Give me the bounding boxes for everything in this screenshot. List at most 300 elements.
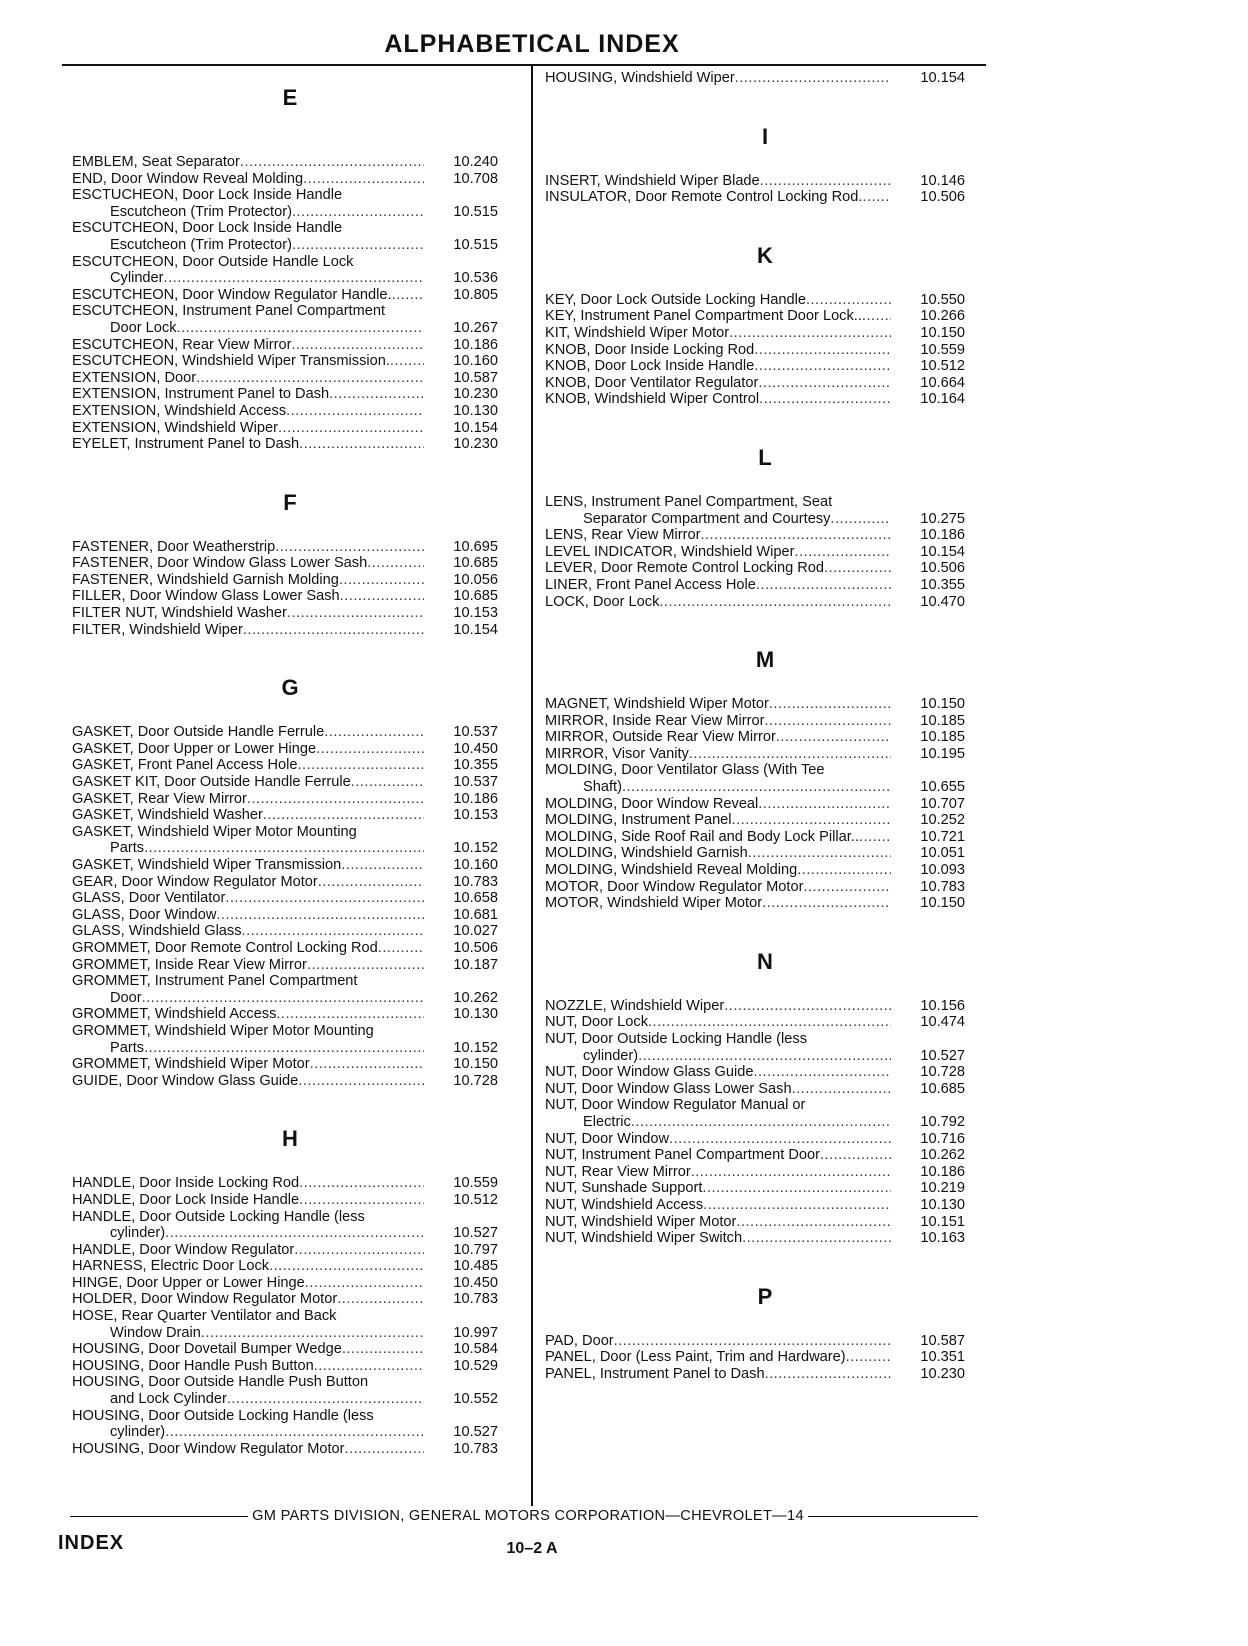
index-entry <box>545 1230 990 1247</box>
dot-leader <box>291 337 424 354</box>
entry-lead <box>72 622 424 639</box>
entry-page-number: 10.093 <box>920 862 965 879</box>
heading-gap <box>545 676 990 696</box>
index-entry-line <box>545 342 990 359</box>
dot-leader <box>669 1131 891 1148</box>
entry-page-number: 10.587 <box>920 1332 965 1349</box>
entry-lead <box>545 358 891 375</box>
index-entry-continuation <box>72 1391 522 1408</box>
dot-leader <box>165 1424 424 1441</box>
entry-lead <box>72 270 424 287</box>
entry-page-number: 10.152 <box>453 1039 498 1056</box>
dot-leader <box>769 696 891 713</box>
entry-text: LINER, Front Panel Access Hole <box>545 576 756 593</box>
entry-lead <box>545 189 891 206</box>
dot-leader <box>318 874 424 891</box>
dot-leader <box>287 605 424 622</box>
entry-lead <box>72 1374 424 1391</box>
entry-lead <box>72 320 424 337</box>
entry-text: KEY, Instrument Panel Compartment Door Lock.. <box>545 308 862 325</box>
index-entry-line <box>545 1147 990 1164</box>
index-entry <box>72 1242 522 1259</box>
index-entry <box>545 1031 990 1064</box>
entry-text: GROMMET, Inside Rear View Mirror <box>72 956 307 973</box>
entry-page-number: 10.219 <box>920 1180 965 1197</box>
index-entry <box>72 824 522 857</box>
dot-leader <box>342 1341 424 1358</box>
entry-lead <box>72 1358 424 1375</box>
dot-leader <box>638 1048 891 1065</box>
entry-page-number: 10.154 <box>453 419 498 436</box>
dot-leader <box>862 308 891 325</box>
entry-page-number: 10.027 <box>453 923 498 940</box>
dot-leader <box>759 391 891 408</box>
index-entry <box>72 1408 522 1441</box>
heading-gap <box>72 134 522 154</box>
index-entry <box>545 713 990 730</box>
entry-text: NUT, Door Window Glass Guide <box>545 1064 754 1081</box>
entry-lead <box>72 757 424 774</box>
entry-text: KNOB, Door Lock Inside Handle <box>545 358 755 375</box>
dot-leader <box>341 857 424 874</box>
entry-text: NUT, Sunshade Support <box>545 1180 703 1197</box>
index-entry-line <box>72 1175 522 1192</box>
entry-page-number: 10.130 <box>453 402 498 419</box>
index-entry-line <box>72 724 522 741</box>
dot-leader <box>278 420 424 437</box>
index-entry <box>545 1014 990 1031</box>
entry-text: Window Drain <box>110 1324 201 1341</box>
dot-leader <box>247 791 424 808</box>
dot-leader <box>753 1064 891 1081</box>
index-entry-line <box>545 308 990 325</box>
letter-heading-h: H <box>282 1126 298 1152</box>
entry-text: GROMMET, Instrument Panel Compartment <box>72 973 358 990</box>
entry-lead <box>545 1048 891 1065</box>
entry-text: HOSE, Rear Quarter Ventilator and Back <box>72 1308 337 1325</box>
entry-lead <box>545 292 891 309</box>
index-entry-line <box>72 1023 522 1040</box>
index-entry-line <box>545 1131 990 1148</box>
dot-leader <box>324 724 424 741</box>
entry-text: FILLER, Door Window Glass Lower Sash <box>72 588 340 605</box>
index-entry <box>545 1333 990 1350</box>
section-gap <box>545 912 990 946</box>
index-entry-line <box>72 1258 522 1275</box>
entry-lead <box>545 1333 891 1350</box>
entry-text: Escutcheon (Trim Protector) <box>110 203 292 220</box>
entry-text: HOUSING, Windshield Wiper <box>545 70 735 86</box>
index-entry <box>545 895 990 912</box>
index-entry-line <box>545 998 990 1015</box>
index-entry-line <box>72 588 522 605</box>
dot-leader <box>736 1214 891 1231</box>
index-entry <box>545 173 990 190</box>
entry-page-number <box>424 973 498 990</box>
index-entry <box>545 527 990 544</box>
column-divider <box>531 66 533 1506</box>
index-entry <box>545 1197 990 1214</box>
entry-lead <box>72 1308 424 1325</box>
index-entry <box>545 879 990 896</box>
index-entry-line <box>545 812 990 829</box>
entry-lead <box>545 796 891 813</box>
index-entry-line <box>545 1031 990 1048</box>
entry-page-number: 10.783 <box>453 873 498 890</box>
entry-lead <box>72 605 424 622</box>
index-entry-line <box>72 807 522 824</box>
index-entry-line <box>72 187 522 204</box>
index-entry-line <box>72 1056 522 1073</box>
entry-text: FILTER NUT, Windshield Washer <box>72 605 287 622</box>
index-entry-line <box>72 171 522 188</box>
entry-page-number: 10.154 <box>920 543 965 560</box>
entry-page-number: 10.450 <box>453 1274 498 1291</box>
entry-lead <box>72 940 424 957</box>
entry-text: GASKET, Rear View Mirror <box>72 790 247 807</box>
entry-lead <box>545 494 891 511</box>
index-entry <box>72 588 522 605</box>
letter-heading-p: P <box>757 1283 773 1309</box>
section-gap <box>72 638 522 672</box>
index-entry-line <box>72 622 522 639</box>
entry-lead <box>72 824 424 841</box>
entry-text: NUT, Door Outside Locking Handle (less <box>545 1031 807 1047</box>
dot-leader <box>758 796 891 813</box>
index-entry-line <box>545 1333 990 1350</box>
entry-text: Cylinder <box>110 270 164 287</box>
index-entry-line <box>72 1374 522 1391</box>
entry-page-number: 10.512 <box>453 1191 498 1208</box>
entry-text: MIRROR, Outside Rear View Mirror <box>545 729 776 746</box>
dot-leader <box>859 829 891 846</box>
index-entry <box>545 1214 990 1231</box>
index-entry <box>72 555 522 572</box>
entry-lead <box>72 923 424 940</box>
index-entry <box>545 560 990 577</box>
index-entry <box>72 154 522 171</box>
entry-page-number: 10.186 <box>453 790 498 807</box>
section-gap <box>545 610 990 644</box>
index-entry <box>545 796 990 813</box>
entry-page-number: 10.506 <box>920 560 965 577</box>
dot-leader <box>196 370 424 387</box>
letter-heading-g: G <box>281 675 299 701</box>
entry-text: GLASS, Door Ventilator <box>72 890 226 907</box>
index-entry <box>545 1366 990 1383</box>
entry-page-number: 10.160 <box>453 857 498 873</box>
index-entry-line <box>72 973 522 990</box>
dot-leader <box>201 1325 424 1342</box>
heading-gap <box>72 1155 522 1175</box>
dot-leader <box>724 998 891 1015</box>
entry-page-number: 10.151 <box>920 1213 965 1230</box>
entry-page-number: 10.160 <box>453 353 498 370</box>
entry-text: ESCUTCHEON, Door Outside Handle Lock <box>72 253 354 270</box>
index-entry-line <box>545 1214 990 1231</box>
entry-text: NUT, Door Window Regulator Manual or <box>545 1097 806 1114</box>
entry-page-number: 10.130 <box>920 1196 965 1213</box>
entry-lead <box>545 1147 891 1164</box>
entry-page-number: 10.685 <box>453 555 498 572</box>
entry-lead <box>545 729 891 746</box>
entry-lead <box>72 1040 424 1057</box>
dot-leader <box>622 779 891 796</box>
entry-lead <box>72 990 424 1007</box>
index-entry <box>72 386 522 403</box>
entry-lead <box>545 560 891 577</box>
entry-lead <box>545 325 891 342</box>
index-entry-line <box>545 895 990 912</box>
entry-lead <box>72 1341 424 1358</box>
entry-page-number: 10.728 <box>453 1072 498 1089</box>
entry-lead <box>545 829 891 846</box>
dot-leader <box>240 154 424 171</box>
index-entry-line <box>72 1192 522 1209</box>
entry-page-number: 10.355 <box>453 757 498 774</box>
index-entry <box>545 70 990 87</box>
index-entry-continuation <box>72 1225 522 1242</box>
entry-page-number: 10.152 <box>453 840 498 857</box>
entry-text: NUT, Instrument Panel Compartment Door <box>545 1147 820 1164</box>
entry-lead <box>72 1275 424 1292</box>
entry-lead <box>545 696 891 713</box>
entry-page-number: 10.485 <box>453 1258 498 1275</box>
index-entry-line <box>72 1358 522 1375</box>
entry-text: HOUSING, Door Window Regulator Motor <box>72 1440 345 1457</box>
entry-text: FASTENER, Windshield Garnish Molding <box>72 571 339 588</box>
section-gap <box>545 87 990 121</box>
entry-text: NUT, Door Lock <box>545 1014 648 1031</box>
entry-lead <box>72 791 424 808</box>
index-entry-line <box>72 1275 522 1292</box>
entry-text: MIRROR, Visor Vanity <box>545 745 689 762</box>
letter-heading-e: E <box>282 85 298 110</box>
entry-lead <box>72 1023 424 1040</box>
entry-lead <box>72 204 424 221</box>
entry-lead <box>545 1031 891 1048</box>
entry-page-number: 10.470 <box>920 593 965 610</box>
index-entry-line <box>72 923 522 940</box>
entry-text: HANDLE, Door Lock Inside Handle <box>72 1191 300 1208</box>
dot-leader <box>275 539 424 556</box>
dot-leader <box>392 287 424 304</box>
dot-leader <box>795 544 891 561</box>
dot-leader <box>703 1197 891 1214</box>
entry-page-number: 10.051 <box>920 845 965 862</box>
entry-page-number: 10.153 <box>453 807 498 824</box>
index-entry <box>72 741 522 758</box>
entry-lead <box>545 1114 891 1131</box>
entry-lead <box>72 220 424 237</box>
section-gap <box>545 408 990 442</box>
top-rule <box>62 64 986 66</box>
entry-page-number <box>891 1031 965 1048</box>
dot-leader <box>803 879 891 896</box>
entry-page-number: 10.805 <box>453 286 498 303</box>
entry-page-number <box>424 1308 498 1325</box>
entry-page-number: 10.537 <box>453 724 498 741</box>
entry-lead <box>545 1097 891 1114</box>
entry-page-number: 10.240 <box>453 154 498 170</box>
index-entry <box>72 1209 522 1242</box>
index-entry-continuation <box>72 990 522 1007</box>
dot-leader <box>299 436 424 453</box>
entry-text: KNOB, Door Ventilator Regulator <box>545 374 759 391</box>
entry-lead <box>72 1408 424 1425</box>
entry-page-number: 10.550 <box>920 291 965 308</box>
index-entry <box>72 220 522 253</box>
letter-heading-k: K <box>757 242 773 268</box>
entry-lead <box>72 303 424 320</box>
entry-text: HANDLE, Door Inside Locking Rod <box>72 1175 300 1192</box>
entry-text: HOUSING, Door Outside Handle Push Button <box>72 1374 369 1391</box>
entry-page-number: 10.506 <box>453 939 498 956</box>
index-entry <box>545 1097 990 1130</box>
heading-gap <box>72 519 522 539</box>
index-entry <box>72 1056 522 1073</box>
entry-page-number: 10.536 <box>453 270 498 287</box>
index-entry <box>545 1064 990 1081</box>
dot-leader <box>691 1164 891 1181</box>
index-entry-line <box>545 391 990 408</box>
index-entry-line <box>72 940 522 957</box>
entry-page-number: 10.156 <box>920 997 965 1014</box>
index-entry-line <box>545 173 990 190</box>
dot-leader <box>316 741 424 758</box>
index-entry <box>545 845 990 862</box>
index-entry <box>72 171 522 188</box>
entry-lead <box>72 807 424 824</box>
dot-leader <box>299 1192 424 1209</box>
entry-text: LENS, Rear View Mirror <box>545 527 701 544</box>
index-entry-line <box>72 957 522 974</box>
entry-page-number: 10.154 <box>920 70 965 86</box>
entry-text: MOTOR, Door Window Regulator Motor <box>545 878 804 895</box>
entry-lead <box>72 588 424 605</box>
entry-lead <box>72 1291 424 1308</box>
index-entry <box>72 973 522 1006</box>
index-entry <box>72 957 522 974</box>
entry-lead <box>72 774 424 791</box>
index-entry-line <box>545 829 990 846</box>
entry-text: EXTENSION, Windshield Wiper <box>72 419 278 436</box>
dot-leader <box>689 746 891 763</box>
index-entry-line <box>72 303 522 320</box>
entry-lead <box>545 1180 891 1197</box>
entry-page-number: 10.186 <box>920 1163 965 1180</box>
dot-leader <box>758 375 891 392</box>
index-entry-continuation <box>545 1048 990 1065</box>
entry-text: NUT, Door Window <box>545 1130 670 1147</box>
index-entry-line <box>72 774 522 791</box>
dot-leader <box>367 555 424 572</box>
entry-text: GASKET, Windshield Washer <box>72 807 263 824</box>
index-entry-continuation <box>545 511 990 528</box>
index-entry-line <box>545 796 990 813</box>
index-entry-line <box>72 741 522 758</box>
dot-leader <box>659 594 891 611</box>
entry-page-number: 10.552 <box>453 1391 498 1408</box>
letter-heading-f: F <box>283 489 297 515</box>
entry-text: ESCUTCHEON, Door Lock Inside Handle <box>72 220 343 237</box>
dot-leader <box>263 807 424 824</box>
entry-page-number <box>891 1097 965 1114</box>
entry-lead <box>545 308 891 325</box>
entry-page-number: 10.783 <box>920 878 965 895</box>
entry-lead <box>545 1164 891 1181</box>
index-entry <box>72 857 522 874</box>
index-entry-line <box>72 154 522 171</box>
index-entry-line <box>72 1441 522 1458</box>
entry-page-number <box>424 254 498 271</box>
entry-text: EXTENSION, Instrument Panel to Dash <box>72 386 330 403</box>
index-entry-line <box>545 577 990 594</box>
entry-text: GROMMET, Door Remote Control Locking Rod <box>72 939 378 956</box>
entry-page-number: 10.163 <box>920 1230 965 1247</box>
index-entry-line <box>545 1230 990 1247</box>
entry-lead <box>72 436 424 453</box>
entry-page-number: 10.783 <box>453 1440 498 1457</box>
index-entry <box>545 342 990 359</box>
index-entry-continuation <box>72 237 522 254</box>
entry-text: Door Lock <box>110 319 177 336</box>
entry-page-number: 10.681 <box>453 906 498 923</box>
entry-lead <box>72 403 424 420</box>
entry-lead <box>72 337 424 354</box>
entry-page-number <box>424 1374 498 1391</box>
entry-lead <box>545 511 891 528</box>
index-entry-line <box>545 1081 990 1098</box>
right-column <box>545 70 990 1383</box>
entry-lead <box>72 287 424 304</box>
entry-text: GUIDE, Door Window Glass Guide <box>72 1072 299 1089</box>
dot-leader <box>762 895 891 912</box>
entry-text: GASKET, Door Upper or Lower Hinge <box>72 740 317 757</box>
entry-text: NUT, Rear View Mirror <box>545 1163 691 1180</box>
letter-heading-m: M <box>755 647 775 673</box>
entry-text: FILTER, Windshield Wiper <box>72 621 243 638</box>
entry-page-number: 10.262 <box>920 1147 965 1164</box>
dot-leader <box>732 812 891 829</box>
entry-page-number: 10.512 <box>920 358 965 375</box>
entry-page-number: 10.230 <box>453 436 498 453</box>
index-entry <box>545 829 990 846</box>
entry-text: MOLDING, Door Ventilator Glass (With Tee <box>545 762 825 779</box>
index-entry <box>72 923 522 940</box>
dot-leader <box>378 940 424 957</box>
entry-page-number: 10.150 <box>920 324 965 341</box>
entry-lead <box>72 154 424 171</box>
index-entry <box>72 774 522 791</box>
index-entry-continuation <box>72 1424 522 1441</box>
entry-lead <box>72 1209 424 1226</box>
entry-text: MOLDING, Side Roof Rail and Body Lock Pillar.. <box>545 828 859 845</box>
dot-leader <box>345 1441 425 1458</box>
index-entry <box>72 907 522 924</box>
entry-text: HOUSING, Door Handle Push Button <box>72 1357 314 1374</box>
entry-text: NUT, Windshield Wiper Switch <box>545 1230 743 1247</box>
entry-lead <box>545 1366 891 1383</box>
index-entry <box>545 1147 990 1164</box>
dot-leader <box>797 862 891 879</box>
index-entry-line <box>545 1349 990 1366</box>
entry-lead <box>545 762 891 779</box>
entry-lead <box>545 895 891 912</box>
index-entry <box>545 1081 990 1098</box>
entry-text: MAGNET, Windshield Wiper Motor <box>545 696 769 713</box>
index-entry-line <box>72 370 522 387</box>
